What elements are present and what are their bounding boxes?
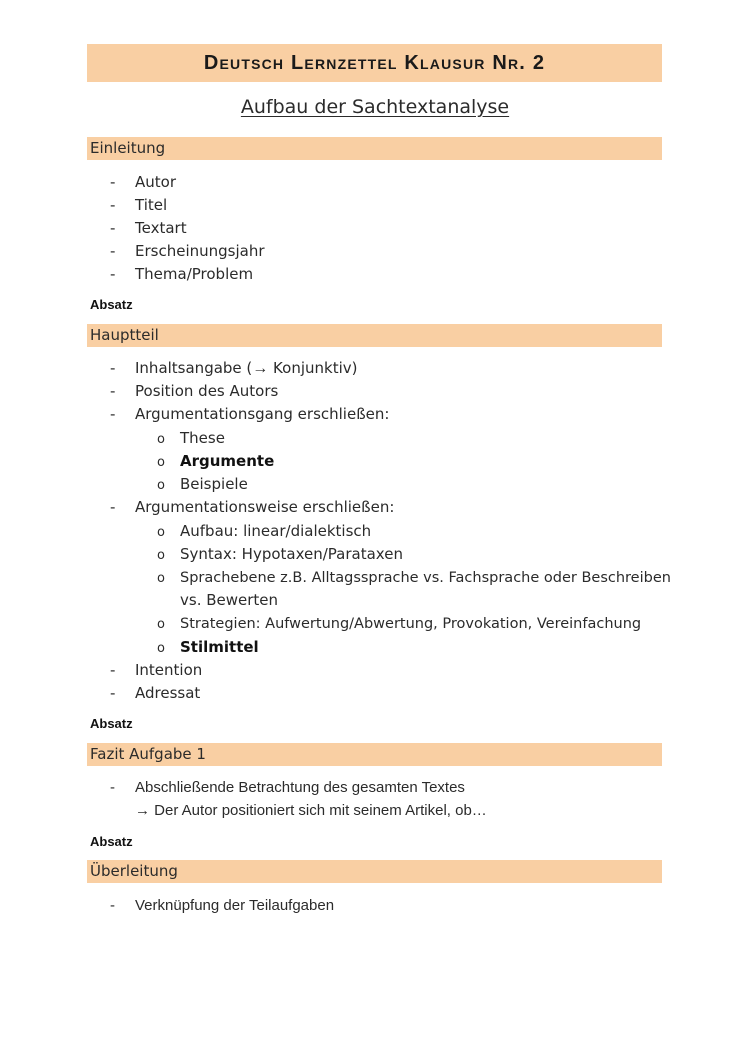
- list-item: - Textart: [110, 219, 187, 237]
- sub-list-item: o Syntax: Hypotaxen/Parataxen: [157, 545, 403, 563]
- absatz-label: Absatz: [90, 716, 133, 731]
- subtitle-text: Aufbau der Sachtextanalyse: [240, 96, 510, 118]
- title-bar: [87, 44, 662, 82]
- sub-list-item: o Argumente: [157, 452, 275, 470]
- list-item: - Erscheinungsjahr: [110, 242, 265, 260]
- arrow-icon: →: [252, 360, 269, 377]
- arrow-conclusion: → Der Autor positioniert sich mit seinem Artikel, ob…: [135, 802, 487, 819]
- sub-list-item: o Stilmittel: [157, 638, 259, 656]
- list-item: - Abschließende Betrachtung des gesamten Textes: [110, 779, 465, 796]
- list-item: - Adressat: [110, 684, 201, 702]
- absatz-label: Absatz: [90, 297, 133, 312]
- list-item: - Argumentationsweise erschließen:: [110, 498, 395, 516]
- section-heading-hauptteil: Hauptteil: [87, 324, 662, 347]
- document-title: Deutsch Lernzettel Klausur Nr. 2: [203, 51, 546, 74]
- sub-list-item: o Strategien: Aufwertung/Abwertung, Provokation, Vereinfachung: [157, 616, 642, 632]
- sub-list-item-continuation: vs. Bewerten: [180, 591, 279, 609]
- list-item: - Titel: [110, 196, 168, 214]
- sub-list-item: o These: [157, 429, 225, 447]
- list-item: - Argumentationsgang erschließen:: [110, 405, 390, 423]
- section-heading-einleitung: Einleitung: [87, 137, 662, 160]
- sub-list-item: o Beispiele: [157, 475, 248, 493]
- list-item: - Inhaltsangabe (→ Konjunktiv): [110, 359, 358, 377]
- list-item: - Autor: [110, 173, 176, 191]
- arrow-icon: →: [135, 802, 150, 819]
- sub-list-item: o Sprachebene z.B. Alltagssprache vs. Fachsprache oder Beschreiben: [157, 570, 671, 586]
- subtitle: [0, 96, 750, 118]
- list-item: - Intention: [110, 661, 203, 679]
- absatz-label: Absatz: [90, 834, 133, 849]
- section-heading-ueberleitung: Überleitung: [87, 860, 662, 883]
- list-item: - Position des Autors: [110, 382, 279, 400]
- section-heading-fazit: Fazit Aufgabe 1: [87, 743, 662, 766]
- list-item: - Verknüpfung der Teilaufgaben: [110, 897, 335, 914]
- list-item: - Thema/Problem: [110, 265, 254, 283]
- sub-list-item: o Aufbau: linear/dialektisch: [157, 522, 372, 540]
